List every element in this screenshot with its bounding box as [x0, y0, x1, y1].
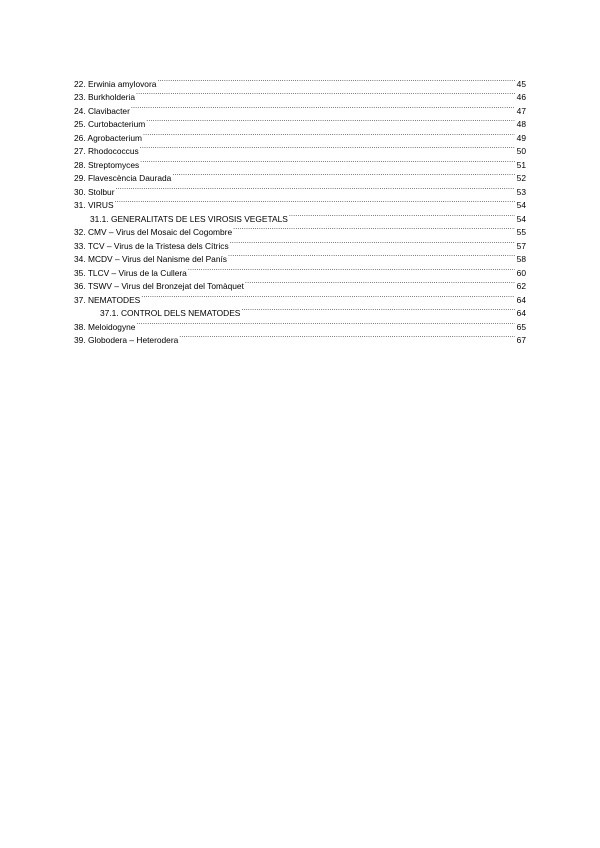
toc-entry-streptomyces[interactable]: [74, 154, 526, 168]
toc-entry-page: 62: [516, 281, 526, 291]
toc-entry-title: 38. Meloidogyne: [74, 321, 136, 332]
toc-entry-page: 64: [516, 294, 526, 305]
dot-leader: [172, 168, 515, 182]
toc-entry-title: 23. Burkholderia: [74, 92, 135, 102]
toc-entry-title: 28. Streptomyces: [74, 159, 140, 170]
dot-leader: [116, 181, 515, 195]
toc-entry-page: 67: [516, 335, 526, 345]
toc-entry-page: 51: [516, 159, 526, 170]
dot-leader: [115, 195, 515, 209]
toc-entry-meloidogyne[interactable]: [74, 316, 526, 330]
dot-leader: [136, 316, 515, 330]
toc-entry-title: 27. Rhodococcus: [74, 146, 139, 156]
toc-entry-page: 64: [516, 308, 526, 318]
toc-entry-flavescencia[interactable]: [74, 168, 526, 182]
toc-entry-stolbur[interactable]: [74, 181, 526, 195]
toc-entry-burkholderia[interactable]: [74, 87, 526, 101]
dot-leader: [228, 249, 515, 263]
toc-entry-title: 31. VIRUS: [74, 200, 114, 210]
toc-entry-page: 58: [516, 254, 526, 264]
toc-entry-page: 49: [516, 132, 526, 143]
toc-entry-title: 22. Erwinia amylovora: [74, 78, 157, 89]
toc-entry-title: 32. CMV – Virus del Mosaic del Cogombre: [74, 227, 233, 237]
toc-entry-title: 35. TLCV – Virus de la Cullera: [74, 267, 187, 278]
dot-leader: [179, 330, 515, 344]
toc-entry-page: 57: [516, 240, 526, 251]
dot-leader: [143, 127, 515, 141]
dot-leader: [141, 289, 515, 303]
toc-entry-page: 65: [516, 321, 526, 332]
toc-entry-title: 37.1. CONTROL DELS NEMATODES: [100, 308, 241, 318]
toc-entry-page: 53: [516, 186, 526, 197]
dot-leader: [245, 276, 515, 290]
dot-leader: [140, 154, 515, 168]
toc-entry-title: 36. TSWV – Virus del Bronzejat del Tomàquet: [74, 281, 244, 291]
dot-leader: [289, 208, 515, 222]
toc-entry-page: 46: [516, 92, 526, 102]
toc-entry-virus[interactable]: [74, 195, 526, 209]
toc-entry-page: 52: [516, 173, 526, 183]
toc-entry-page: 45: [516, 78, 526, 89]
table-of-contents: [74, 73, 526, 343]
dot-leader: [157, 73, 515, 87]
toc-subentry-generalitats[interactable]: [74, 208, 526, 222]
toc-entry-clavibacter[interactable]: [74, 100, 526, 114]
toc-entry-title: 30. Stolbur: [74, 186, 115, 197]
toc-entry-title: 31.1. GENERALITATS DE LES VIROSIS VEGETALS: [90, 213, 288, 224]
dot-leader: [140, 141, 515, 155]
toc-entry-page: 55: [516, 227, 526, 237]
dot-leader: [241, 303, 515, 317]
toc-entry-title: 25. Curtobacterium: [74, 119, 146, 129]
toc-entry-title: 29. Flavescència Daurada: [74, 173, 172, 183]
toc-entry-page: 47: [516, 105, 526, 116]
toc-entry-title: 24. Clavibacter: [74, 105, 130, 116]
toc-entry-curtobacterium[interactable]: [74, 114, 526, 128]
toc-entry-title: 26. Agrobacterium: [74, 132, 142, 143]
toc-entry-globodera[interactable]: [74, 330, 526, 344]
toc-entry-erwinia[interactable]: [74, 73, 526, 87]
toc-subentry-control-nematodes[interactable]: [74, 303, 526, 317]
toc-entry-title: 39. Globodera – Heterodera: [74, 335, 179, 345]
toc-entry-nematodes[interactable]: [74, 289, 526, 303]
toc-entry-page: 48: [516, 119, 526, 129]
dot-leader: [233, 222, 515, 236]
toc-entry-page: 60: [516, 267, 526, 278]
dot-leader: [146, 114, 515, 128]
toc-entry-rhodococcus[interactable]: [74, 141, 526, 155]
toc-entry-page: 54: [516, 213, 526, 224]
dot-leader: [136, 87, 515, 101]
toc-entry-page: 54: [516, 200, 526, 210]
toc-entry-page: 50: [516, 146, 526, 156]
dot-leader: [131, 100, 515, 114]
dot-leader: [230, 235, 515, 249]
toc-entry-title: 33. TCV – Virus de la Tristesa dels Cítrics: [74, 240, 229, 251]
toc-entry-title: 34. MCDV – Virus del Nanisme del Panís: [74, 254, 227, 264]
toc-entry-title: 37. NEMATODES: [74, 294, 141, 305]
dot-leader: [188, 262, 515, 276]
